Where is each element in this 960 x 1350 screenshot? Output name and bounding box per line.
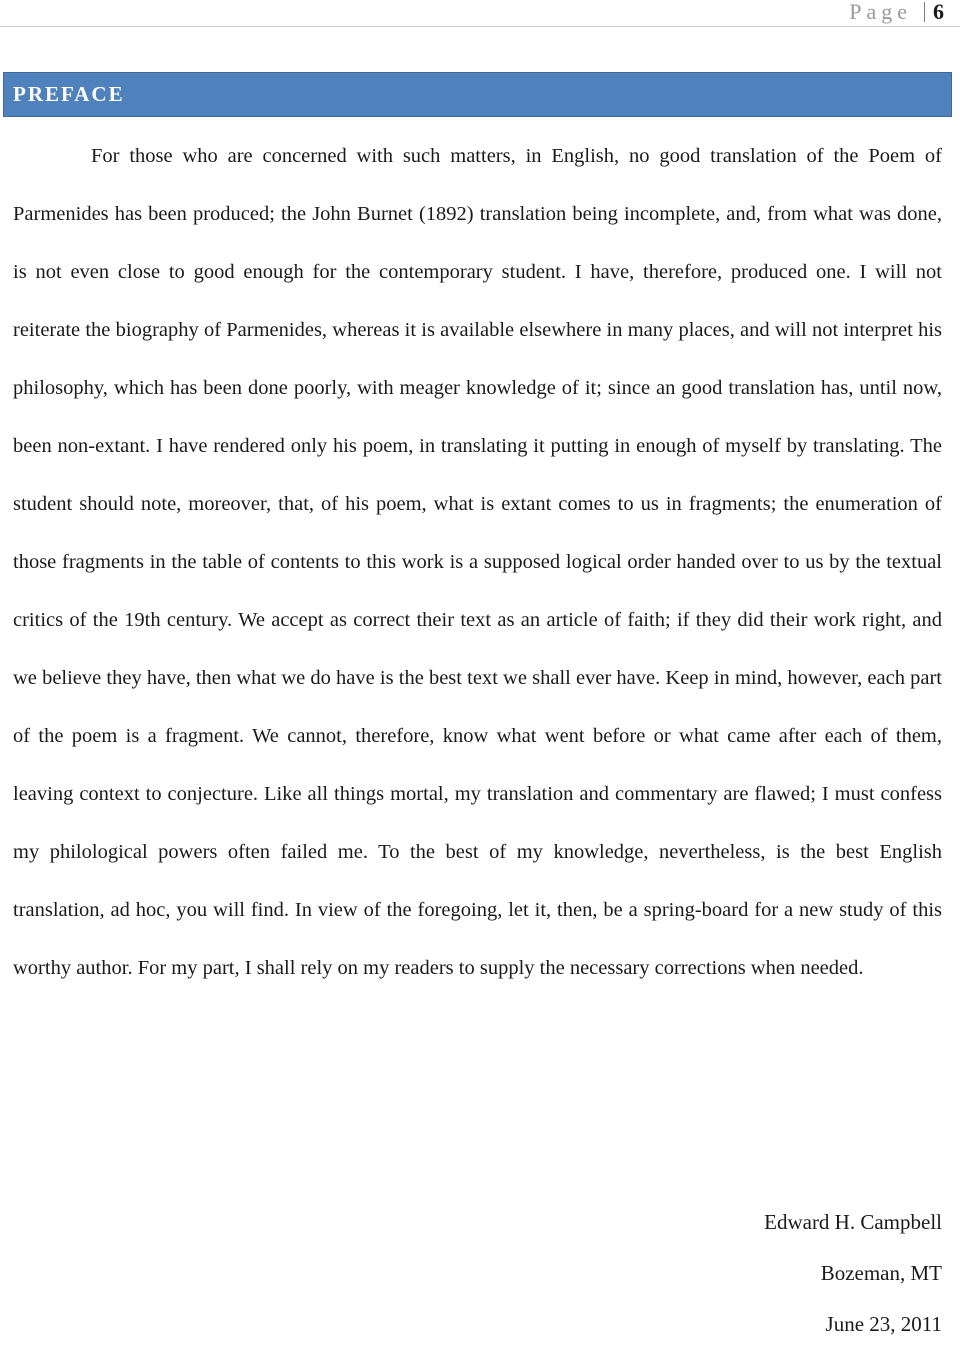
section-heading-bar (3, 72, 952, 117)
page-header (849, 0, 944, 24)
header-divider (0, 26, 960, 27)
signature-date: June 23, 2011 (825, 1312, 942, 1336)
preface-paragraph: For those who are concerned with such matters, in English, no good translation of the Poem of Parmenides has been produced; the John Burnet (1892) translation being incomplete, and, from what was done, is not even close to good enough for the contemporary student. I have, therefore, produced one. I will not reiterate the biography of Parmenides, whereas it is available elsewhere in many places, and will not interpret his philosophy, which has been done poorly, with meager knowledge of it; since an good translation has, until now, been non-extant. I have rendered only his poem, in translating it putting in enough of myself by translating. The student should note, moreover, that, of his poem, what is extant comes to us in fragments; the enumeration of those fragments in the table of contents to this work is a supposed logical order handed over to us by the textual critics of the 19th century. We accept as correct their text as an article of faith; if they did their work right, and we believe they have, then what we do have is the best text we shall ever have. Keep in mind, however, each part of the poem is a fragment. We cannot, therefore, know what went before or what came after each of them, leaving context to conjecture. Like all things mortal, my translation and commentary are flawed; I must confess my philological powers often failed me. To the best of my knowledge, nevertheless, is the best English translation, ad hoc, you will find. In view of the foregoing, let it, then, be a spring-board for a new study of this worthy author. For my part, I shall rely on my readers to supply the necessary corrections when needed. (13, 145, 942, 979)
page-label: Page (849, 0, 912, 24)
author-location: Bozeman, MT (820, 1261, 942, 1285)
page-number: 6 (933, 0, 944, 24)
section-title: PREFACE (13, 82, 125, 106)
signature-block (764, 1197, 942, 1350)
page-separator (924, 2, 925, 22)
author-name: Edward H. Campbell (764, 1210, 942, 1234)
